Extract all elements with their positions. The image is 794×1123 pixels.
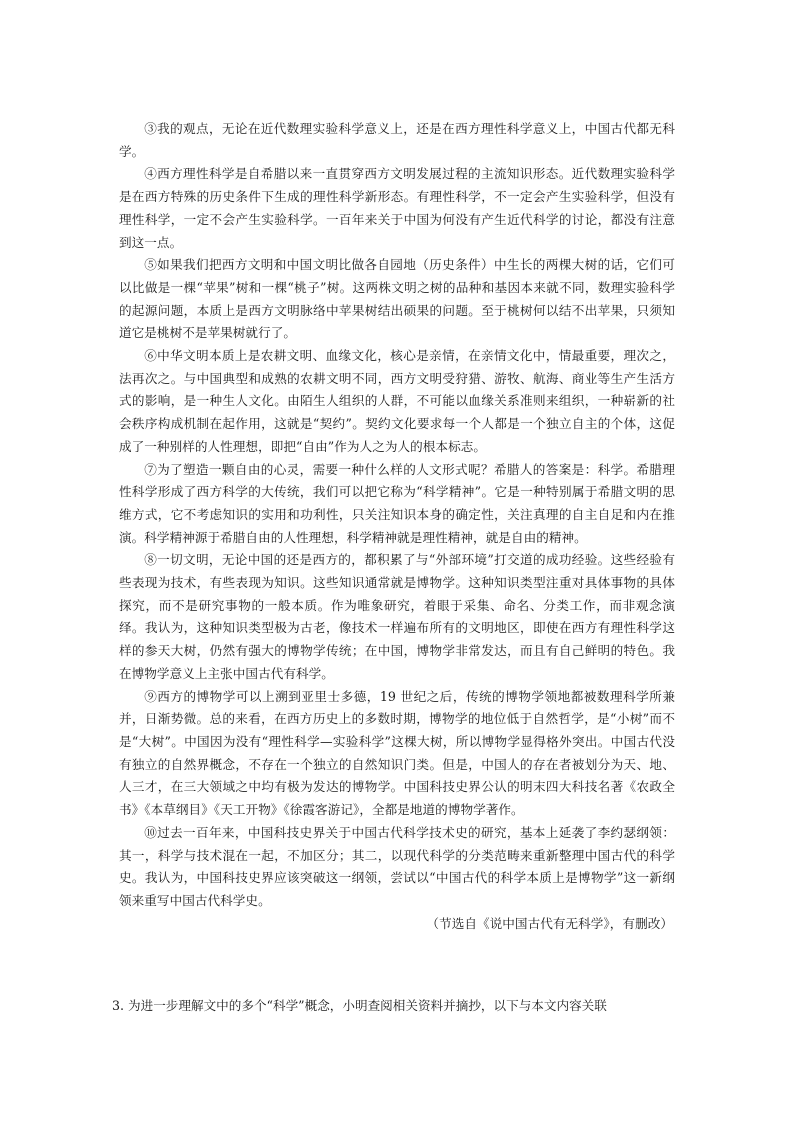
paragraph-4: ④西方理性科学是自希腊以来一直贯穿西方文明发展过程的主流知识形态。近代数理实验科学是在西方特殊的历史条件下生成的理性科学新形态。有理性科学，不一定会产生实验科学，但没有理性科学，一定不会产生实验科学。一百年来关于中国为何没有产生近代科学的讨论，都没有注意到这一点。 [119,166,675,250]
paragraph-8: ⑧一切文明，无论中国的还是西方的，都积累了与“外部环境”打交道的成功经验。这些经验有些表现为技术，有些表现为知识。这些知识通常就是博物学。这种知识类型注重对具体事物的具体探究，而不是研究事物的一般本质。作为唯象研究，着眼于采集、命名、分类工作，而非观念演绎。我认为，这种知识类型极为古老，像技术一样遍布所有的文明地区，即使在西方有理性科学这样的参天大树，仍然有强大的博物学传统；在中国，博物学非常发达，而且有自己鲜明的特色。我在博物学意义上主张中国古代有科学。 [119,552,675,681]
paragraph-9: ⑨西方的博物学可以上溯到亚里士多德，19 世纪之后，传统的博物学领地都被数理科学所兼并，日渐势微。总的来看，在西方历史上的多数时期，博物学的地位低于自然哲学，是“小树”而不是“大树”。中国因为没有“理性科学—实验科学”这棵大树，所以博物学显得格外突出。中国古代没有独立的自然界概念，不存在一个独立的自然知识门类。但是，中国人的存在者被划分为天、地、人三才，在三大领域之中均有极为发达的博物学。中国科技史界公认的明末四大科技名著《农政全书》《本草纲目》《天工开物》《徐霞客游记》，全都是地道的博物学著作。 [119,688,675,818]
paragraph-6: ⑥中华文明本质上是农耕文明、血缘文化，核心是亲情，在亲情文化中，情最重要，理次之，法再次之。与中国典型和成熟的农耕文明不同，西方文明受狩猎、游牧、航海、商业等生产生活方式的影响，是一种生人文化。由陌生人组织的人群，不可能以血缘关系准则来组织，一种崭新的社会秩序构成机制在起作用，这就是“契约”。契约文化要求每一个人都是一个独立自主的个体，这促成了一种别样的人性理想，即把“自由”作为人之为人的根本标志。 [119,348,675,454]
source-citation: （节选自《说中国古代有无科学》，有删改） [426,915,673,931]
paragraph-7: ⑦为了塑造一颗自由的心灵，需要一种什么样的人文形式呢？希腊人的答案是：科学。希腊理性科学形成了西方科学的大传统，我们可以把它称为“科学精神”。它是一种特别属于希腊文明的思维方式，它不考虑知识的实用和功利性，只关注知识本身的确定性，关注真理的自主自足和内在推演。科学精神源于希腊自由的人性理想，科学精神就是理性精神，就是自由的精神。 [119,461,675,545]
article-body [119,118,675,935]
question-3: 3. 为进一步理解文中的多个“科学”概念，小明查阅相关资料并摘抄，以下与本文内容关联 [112,998,607,1013]
paragraph-3: ③我的观点，无论在近代数理实验科学意义上，还是在西方理性科学意义上，中国古代都无科学。 [119,121,675,159]
paragraph-10: ⑩过去一百年来，中国科技史界关于中国古代科学技术史的研究，基本上延袭了李约瑟纲领：其一，科学与技术混在一起，不加区分；其二，以现代科学的分类范畴来重新整理中国古代的科学史。我认为，中国科技史界应该突破这一纲领，尝试以“中国古代的科学本质上是博物学”这一新纲领来重写中国古代科学史。 [119,824,675,908]
paragraph-5: ⑤如果我们把西方文明和中国文明比做各自园地（历史条件）中生长的两棵大树的话，它们可以比做是一棵“苹果”树和一棵“桃子”树。这两株文明之树的品种和基因本来就不同，数理实验科学的起源问题，本质上是西方文明脉络中苹果树结出硕果的问题。至于桃树何以结不出苹果，只须知道它是桃树不是苹果树就行了。 [119,257,675,341]
